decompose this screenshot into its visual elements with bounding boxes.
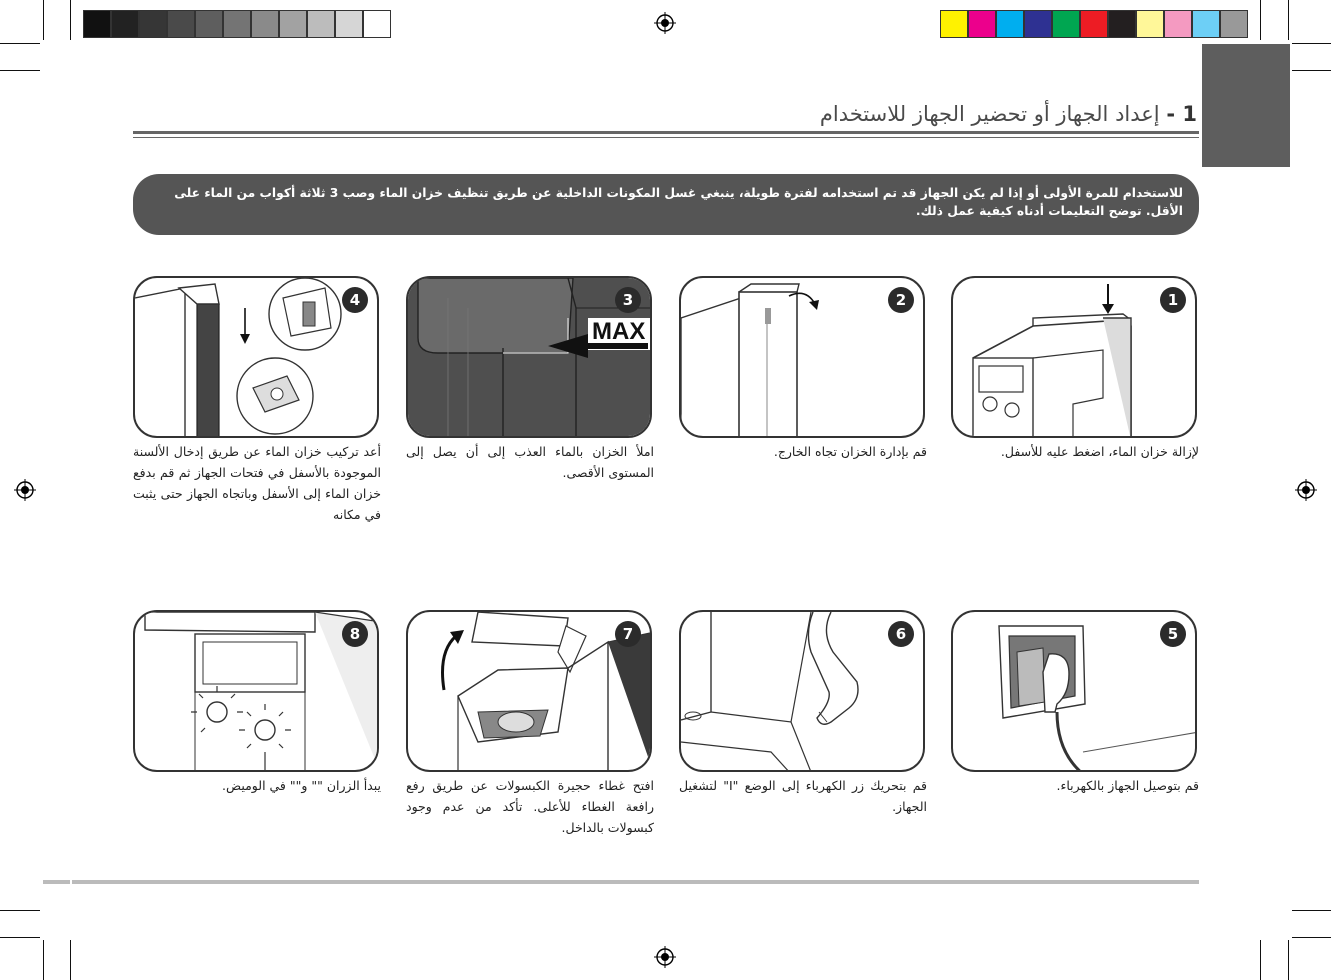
step-4-illustration [133, 276, 379, 438]
step-number-badge: 5 [1160, 621, 1186, 647]
step-8-caption-text: يبدأ الزران "" و"" في الوميض. [222, 778, 381, 793]
step-number-badge: 8 [342, 621, 368, 647]
step-4-caption: أعد تركيب خزان الماء عن طريق إدخال الألسنة الموجودة بالأسفل في فتحات الجهاز ثم قم بدفع خزان الماء إلى الأسفل وباتجاه الجهاز حتى يثبت في مكانه [133, 444, 381, 522]
registration-mark-icon [654, 12, 676, 34]
registration-mark-icon [1295, 479, 1317, 501]
step-1-illustration [951, 276, 1197, 438]
step-2-illustration [679, 276, 925, 438]
language-tab [1202, 44, 1290, 167]
page-title [820, 102, 1197, 126]
step-3-caption: املأ الخزان بالماء العذب إلى أن يصل إلى المستوى الأقصى. [406, 444, 654, 480]
registration-mark-icon [14, 479, 36, 501]
footer-rule [72, 880, 1199, 884]
step-number-badge: 4 [342, 287, 368, 313]
section-number: 1 - [1166, 102, 1197, 126]
step-3-illustration [406, 276, 652, 438]
intro-banner: للاستخدام للمرة الأولى أو إذا لم يكن الجهاز قد تم استخدامه لفترة طويلة، ينبغي غسل المكونات الداخلية عن طريق تنظيف خزان الماء وصب 3 ثلاثة أكواب من الماء على الأقل. توضح التعليمات أدناه كيفية عمل ذلك. [133, 174, 1199, 235]
step-7-caption: افتح غطاء حجيرة الكبسولات عن طريق رفع رافعة الغطاء للأعلى. تأكد من عدم وجود كبسولات بالداخل. [406, 778, 654, 835]
step-7-illustration [406, 610, 652, 772]
step-number-badge: 3 [615, 287, 641, 313]
title-rule [133, 131, 1199, 134]
step-number-badge: 6 [888, 621, 914, 647]
step-6-illustration [679, 610, 925, 772]
step-8-illustration [133, 610, 379, 772]
section-title: إعداد الجهاز أو تحضير الجهاز للاستخدام [819, 102, 1160, 126]
footer-rule [43, 880, 70, 884]
step-5-caption: قم بتوصيل الجهاز بالكهرباء. [1056, 778, 1199, 793]
step-1-caption: لإزالة خزان الماء، اضغط عليه للأسفل. [1000, 444, 1199, 459]
step-2-caption: قم بإدارة الخزان تجاه الخارج. [773, 444, 927, 459]
arrow-left-icon [548, 334, 648, 358]
registration-mark-icon [654, 946, 676, 968]
step-number-badge: 2 [888, 287, 914, 313]
step-8-caption [133, 775, 381, 796]
step-6-caption: قم بتحريك زر الكهرباء إلى الوضع "I" لتشغيل الجهاز. [679, 778, 927, 814]
step-number-badge: 7 [615, 621, 641, 647]
step-number-badge: 1 [1160, 287, 1186, 313]
step-5-illustration [951, 610, 1197, 772]
max-label: MAX [592, 318, 646, 345]
title-rule-thin [133, 137, 1199, 138]
